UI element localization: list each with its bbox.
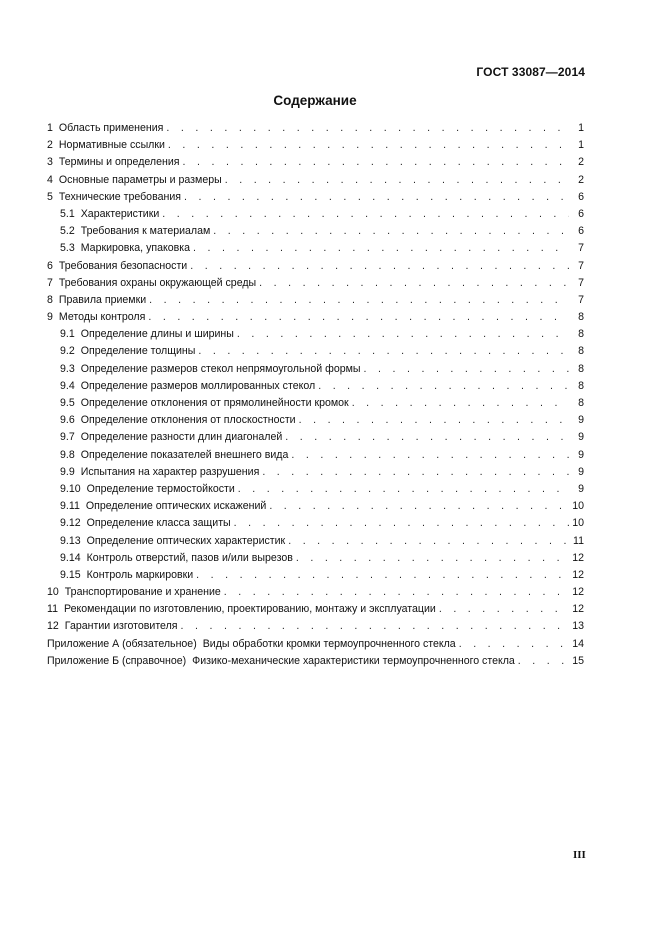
toc-entry-page: 7 — [578, 242, 584, 255]
toc-entry[interactable] — [47, 189, 584, 206]
toc-entry-page: 11 — [573, 534, 584, 547]
toc-entry-number: 9.15 — [60, 568, 81, 581]
toc-entry-page: 8 — [578, 379, 584, 392]
toc-entry[interactable] — [47, 223, 584, 240]
toc-entry-title: Определение термостойкости — [86, 482, 235, 495]
toc-entry-number: 5.3 — [60, 242, 75, 255]
toc-entry-page: 9 — [578, 448, 584, 461]
toc-entry-page: 6 — [578, 207, 584, 220]
dot-leader — [190, 258, 569, 275]
toc-entry[interactable] — [47, 378, 584, 395]
toc-entry-title: Определение размеров моллированных стекол — [80, 379, 316, 392]
toc-entry-title: Определение оптических характеристик — [86, 534, 286, 547]
toc-entry[interactable] — [47, 292, 584, 309]
toc-entry[interactable] — [47, 154, 584, 171]
toc-entry-number: 9.7 — [60, 431, 75, 444]
toc-entry-page: 7 — [578, 276, 584, 289]
toc-entry-number: Приложение А (обязательное) — [47, 637, 197, 650]
dot-leader — [296, 550, 569, 567]
toc-entry-number: 7 — [47, 276, 53, 289]
toc-entry[interactable] — [47, 309, 584, 326]
toc-entry-number: 9.10 — [60, 482, 81, 495]
dot-leader — [166, 120, 569, 137]
toc-entry[interactable] — [47, 567, 584, 584]
page-title: Содержание — [273, 93, 357, 108]
toc-entry[interactable] — [47, 429, 584, 446]
toc-entry[interactable] — [47, 120, 584, 137]
dot-leader — [184, 189, 569, 206]
toc-entry-number: 9.1 — [60, 328, 75, 341]
toc-entry[interactable] — [47, 412, 584, 429]
toc-entry-number: 9.2 — [60, 345, 75, 358]
dot-leader — [181, 618, 569, 635]
toc-entry-title: Правила приемки — [58, 293, 147, 306]
dot-leader — [168, 137, 569, 154]
toc-entry-number: 3 — [47, 156, 53, 169]
toc-entry[interactable] — [47, 550, 584, 567]
toc-entry[interactable] — [47, 636, 584, 653]
toc-entry[interactable] — [47, 240, 584, 257]
toc-entry-title: Рекомендации по изготовлению, проектированию, монтажу и эксплуатации — [64, 603, 436, 616]
dot-leader — [213, 223, 569, 240]
dot-leader — [299, 412, 569, 429]
dot-leader — [262, 464, 569, 481]
toc-entry-page: 6 — [578, 190, 584, 203]
dot-leader — [198, 343, 569, 360]
toc-entry-title: Испытания на характер разрушения — [80, 465, 260, 478]
toc-entry[interactable] — [47, 275, 584, 292]
dot-leader — [459, 636, 569, 653]
dot-leader — [193, 240, 569, 257]
toc-entry-title: Требования безопасности — [58, 259, 188, 272]
table-of-contents — [47, 120, 584, 670]
toc-entry-page: 1 — [578, 139, 584, 152]
toc-entry-page: 15 — [572, 654, 584, 667]
toc-entry-page: 13 — [572, 620, 584, 633]
toc-entry-number: 2 — [47, 139, 53, 152]
toc-entry[interactable] — [47, 172, 584, 189]
toc-entry-page: 7 — [578, 293, 584, 306]
toc-entry-title: Определение оптических искажений — [85, 500, 267, 513]
toc-entry-title: Определение отклонения от прямолинейности кромок — [80, 397, 349, 409]
toc-entry-page: 9 — [578, 465, 584, 478]
dot-leader — [225, 172, 569, 189]
dot-leader — [518, 653, 569, 670]
toc-entry-number: 5 — [47, 190, 53, 203]
toc-entry[interactable] — [47, 481, 584, 498]
toc-entry-number: 4 — [47, 173, 53, 186]
toc-entry-number: 11 — [47, 603, 58, 616]
toc-entry[interactable] — [47, 533, 584, 550]
toc-entry[interactable] — [47, 343, 584, 360]
toc-entry-title: Определение разности длин диагоналей — [80, 431, 283, 444]
toc-entry-number: 9.8 — [60, 448, 75, 461]
toc-entry-number: 9.13 — [60, 534, 81, 547]
toc-entry-number: 8 — [47, 293, 53, 306]
toc-entry-number: 9.4 — [60, 379, 75, 392]
toc-entry[interactable] — [47, 653, 584, 670]
toc-entry-title: Определение размеров стекол непрямоугольной формы — [80, 362, 361, 375]
dot-leader — [259, 275, 569, 292]
toc-entry-page: 9 — [578, 414, 584, 427]
toc-entry[interactable] — [47, 584, 584, 601]
toc-entry-page: 2 — [578, 173, 584, 186]
toc-entry[interactable] — [47, 258, 584, 275]
page-number: III — [573, 849, 586, 861]
toc-entry-number: 9.5 — [60, 397, 75, 409]
toc-entry-page: 12 — [572, 586, 584, 599]
toc-entry-page: 8 — [578, 397, 584, 409]
toc-entry[interactable] — [47, 395, 584, 412]
dot-leader — [269, 498, 569, 515]
toc-entry[interactable] — [47, 137, 584, 154]
toc-entry[interactable] — [47, 326, 584, 343]
dot-leader — [291, 447, 569, 464]
dot-leader — [352, 395, 569, 412]
toc-entry-page: 10 — [572, 500, 584, 513]
toc-entry-title: Характеристики — [80, 207, 160, 220]
toc-entry[interactable] — [47, 464, 584, 481]
toc-entry-number: 12 — [47, 620, 59, 633]
toc-entry[interactable] — [47, 498, 584, 515]
toc-entry-page: 1 — [578, 122, 584, 134]
dot-leader — [238, 481, 569, 498]
toc-entry[interactable] — [47, 618, 584, 635]
toc-entry-title: Контроль отверстий, пазов и/или вырезов — [86, 551, 293, 564]
dot-leader — [183, 154, 569, 171]
toc-entry-page: 14 — [572, 637, 584, 650]
toc-entry-title: Маркировка, упаковка — [80, 242, 191, 255]
toc-entry-title: Технические требования — [58, 190, 181, 203]
toc-entry-page: 6 — [578, 225, 584, 238]
toc-entry-title: Определение показателей внешнего вида — [80, 448, 289, 461]
dot-leader — [318, 378, 569, 395]
toc-entry-title: Транспортирование и хранение — [64, 586, 221, 599]
toc-entry-number: 5.2 — [60, 225, 75, 238]
toc-entry-number: 9.11 — [60, 500, 80, 513]
toc-entry-page: 9 — [578, 482, 584, 495]
dot-leader — [285, 429, 569, 446]
toc-entry-number: 9.12 — [60, 517, 81, 530]
toc-entry-title: Методы контроля — [58, 311, 146, 324]
toc-entry-page: 8 — [578, 311, 584, 324]
toc-entry-number: 9.9 — [60, 465, 75, 478]
toc-entry-page: 12 — [572, 568, 584, 581]
dot-leader — [224, 584, 569, 601]
toc-entry[interactable] — [47, 447, 584, 464]
toc-entry-page: 9 — [578, 431, 584, 444]
dot-leader — [196, 567, 569, 584]
toc-entry-title: Гарантии изготовителя — [64, 620, 178, 633]
toc-entry-title: Виды обработки кромки термоупрочненного стекла — [202, 637, 456, 650]
toc-entry-page: 2 — [578, 156, 584, 169]
toc-entry-number: 9 — [47, 311, 53, 324]
toc-entry-title: Требования к материалам — [80, 225, 211, 238]
dot-leader — [439, 601, 569, 618]
dot-leader — [237, 326, 569, 343]
toc-entry-title: Термины и определения — [58, 156, 180, 169]
dot-leader — [148, 309, 569, 326]
dot-leader — [149, 292, 569, 309]
toc-entry-title: Определение класса защиты — [86, 517, 231, 530]
dot-leader — [364, 361, 569, 378]
toc-entry-number: 9.6 — [60, 414, 75, 427]
dot-leader — [288, 533, 569, 550]
toc-entry-page: 10 — [572, 517, 584, 530]
toc-entry-title: Требования охраны окружающей среды — [58, 276, 257, 289]
toc-entry-number: 5.1 — [60, 207, 75, 220]
toc-entry-title: Основные параметры и размеры — [58, 173, 222, 186]
toc-entry-number: 6 — [47, 259, 53, 272]
toc-entry[interactable] — [47, 515, 584, 532]
toc-entry[interactable] — [47, 206, 584, 223]
toc-entry-page: 8 — [578, 328, 584, 341]
toc-entry-title: Определение толщины — [80, 345, 196, 358]
toc-entry-page: 7 — [578, 259, 584, 272]
toc-entry-number: 9.3 — [60, 362, 75, 375]
toc-entry-title: Определение длины и ширины — [80, 328, 234, 341]
toc-entry[interactable] — [47, 601, 584, 618]
toc-entry-title: Область применения — [58, 122, 164, 134]
toc-entry-page: 8 — [578, 362, 584, 375]
toc-entry-page: 12 — [572, 551, 584, 564]
toc-entry[interactable] — [47, 361, 584, 378]
toc-entry-title: Нормативные ссылки — [58, 139, 165, 152]
toc-entry-number: 10 — [47, 586, 59, 599]
toc-entry-number: 1 — [47, 122, 53, 134]
dot-leader — [234, 515, 569, 532]
document-code: ГОСТ 33087—2014 — [476, 65, 585, 79]
toc-entry-page: 8 — [578, 345, 584, 358]
dot-leader — [162, 206, 569, 223]
toc-entry-title: Определение отклонения от плоскостности — [80, 414, 296, 427]
toc-entry-number: 9.14 — [60, 551, 81, 564]
toc-entry-page: 12 — [572, 603, 584, 616]
toc-entry-number: Приложение Б (справочное) — [47, 654, 187, 667]
toc-entry-title: Физико-механические характеристики термоупрочненного стекла — [192, 654, 515, 667]
toc-entry-title: Контроль маркировки — [86, 568, 194, 581]
